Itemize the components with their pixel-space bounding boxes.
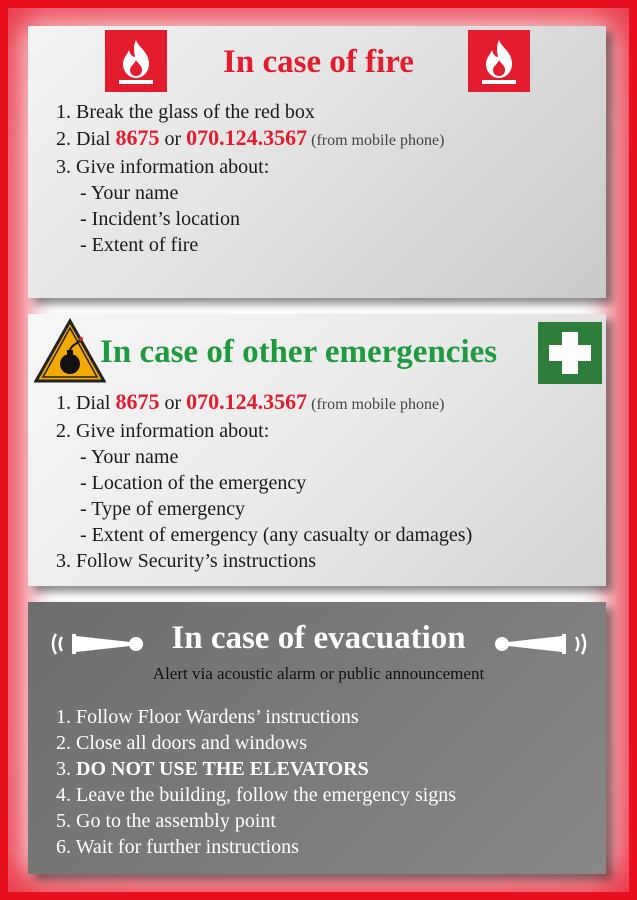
other-sub-4: - Extent of emergency (any casualty or damages) (80, 524, 473, 546)
evac-step-6: 6. Wait for further instructions (56, 836, 299, 858)
fire-sub-2: - Incident’s location (80, 208, 240, 230)
evacuation-title: In case of evacuation (171, 620, 466, 656)
fire-sub-1: - Your name (80, 182, 179, 204)
evac-step-5: 5. Go to the assembly point (56, 810, 276, 832)
other-step-1: 1. Dial 8675 or 070.124.3567 (from mobile phone) (56, 389, 445, 414)
other-title: In case of other emergencies (100, 334, 498, 370)
other-step-3: 3. Follow Security’s instructions (56, 550, 316, 572)
warning-bomb-icon (34, 318, 106, 384)
fire-step-2: 2. Dial 8675 or 070.124.3567 (from mobile phone) (56, 125, 445, 150)
other-sub-1: - Your name (80, 446, 179, 468)
internal-number: 8675 (115, 125, 160, 150)
evacuation-subtitle: Alert via acoustic alarm or public announcement (152, 664, 485, 683)
fire-steps (56, 99, 444, 258)
evac-step-1: 1. Follow Floor Wardens’ instructions (56, 706, 359, 728)
evacuation-steps (56, 704, 456, 860)
first-aid-cross-icon (538, 322, 602, 384)
fire-step-3: 3. Give information about: (56, 156, 270, 178)
evac-step-4: 4. Leave the building, follow the emergency signs (56, 784, 457, 806)
other-step-2: 2. Give information about: (56, 420, 270, 442)
evac-step-3: 3. DO NOT USE THE ELEVATORS (56, 758, 369, 780)
fire-title: In case of fire (223, 44, 414, 80)
mobile-number: 070.124.3567 (186, 389, 308, 414)
no-elevators-warning: DO NOT USE THE ELEVATORS (76, 758, 369, 780)
mobile-number: 070.124.3567 (186, 125, 308, 150)
internal-number: 8675 (115, 389, 160, 414)
fire-sub-3: - Extent of fire (80, 234, 199, 256)
evac-step-2: 2. Close all doors and windows (56, 732, 308, 754)
horn-icon (488, 628, 588, 660)
other-sub-2: - Location of the emergency (80, 472, 307, 494)
other-sub-3: - Type of emergency (80, 498, 246, 520)
other-steps (56, 389, 472, 574)
fire-step-1: 1. Break the glass of the red box (56, 101, 315, 123)
